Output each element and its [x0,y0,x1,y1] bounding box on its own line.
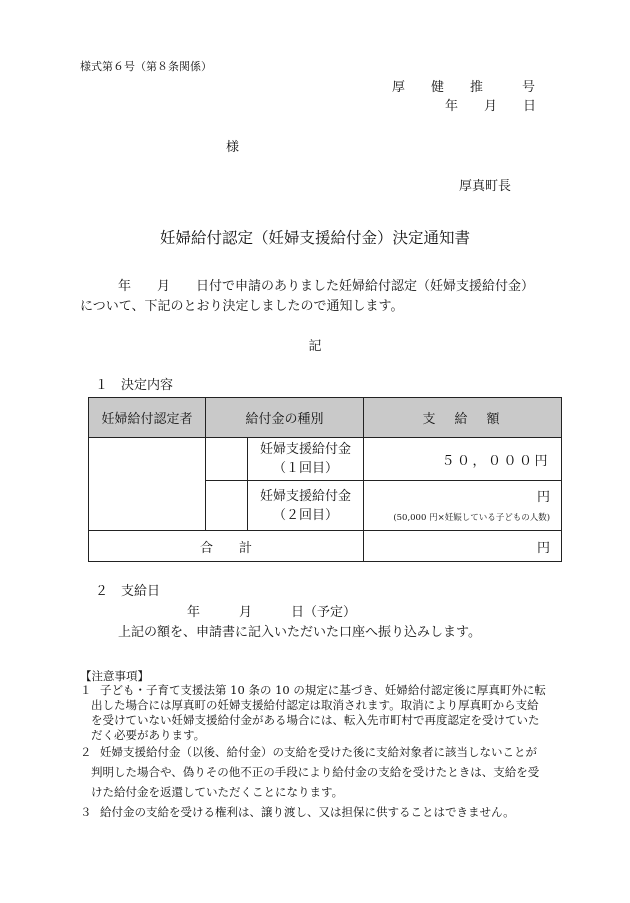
note-line: 判明した場合や、偽りその他不正の手段により給付金の支給を受けたときは、支給を受 [91,765,540,779]
payment-date: 年 月 日（予定） [187,605,357,620]
note-line [80,742,539,762]
note-item [80,804,515,820]
recipient-cell [89,438,206,531]
section-heading-payment-date: ２ 支給日 [95,584,161,599]
decision-table [88,397,562,562]
note-line: けた給付金を返還していただくことになります。 [91,785,344,799]
recipient-honorific: 様 [226,140,240,155]
amount-value: ５０，０００円 [441,453,551,469]
note-text: 給付金の支給を受ける権利は、譲り渡し、又は担保に供することはできません。 [100,805,515,819]
header-benefit-type: 給付金の種別 [206,398,364,438]
type-sub-cell [206,481,248,531]
total-amount: 円 [364,531,562,562]
issue-date: 年 月 日 [445,99,537,114]
type-sub-cell [206,438,248,481]
note-number: １ [80,683,92,697]
header-recipient: 妊婦給付認定者 [89,398,206,438]
ki-marker: 記 [308,339,322,354]
note-text: 子ども・子育て支援法第 10 条の 10 の規定に基づき、妊婦給付認定後に厚真町外に転 [100,683,546,697]
benefit-type-label: 妊婦支援給付金 [260,488,352,504]
amount-cell [364,481,562,531]
total-label: 合 計 [89,531,364,562]
note-line: を受けていない妊婦支援給付金がある場合には、転入先市町村で再度認定を受けていた [91,713,540,727]
note-number: ２ [80,745,92,759]
section-heading-decision: １ 決定内容 [95,378,174,393]
table-row [89,438,562,481]
document-title: 妊婦給付認定（妊婦支援給付金）決定通知書 [159,229,470,247]
amount-formula-note: (50,000 円×妊娠している子どもの人数) [393,513,551,523]
benefit-type-label: 妊婦支援給付金 [260,442,352,457]
note-item [80,683,546,743]
form-number: 様式第６号（第８条関係） [80,60,212,73]
benefit-type-cell [248,481,364,531]
header-amount: 支 給 額 [364,398,562,438]
body-text-line: 年 月 日付で申請のありました妊婦給付認定（妊婦支援給付金） [118,279,535,294]
benefit-round-label: （２回目） [273,507,339,523]
benefit-type-cell [248,438,364,481]
note-text: 妊婦支援給付金（以後、給付金）の支給を受けた後に支給対象者に該当しないことが [100,745,537,759]
table-header-row [89,398,562,438]
table-total-row [89,531,562,562]
note-line [80,683,546,698]
note-line: だく必要があります。 [91,728,206,742]
transfer-note: 上記の額を、申請書に記入いただいた口座へ振り込みします。 [118,625,481,640]
benefit-round-label: （１回目） [273,461,339,476]
note-line [80,804,515,820]
issuer-name: 厚真町長 [459,179,512,194]
document-number: 厚 健 推 号 [392,80,536,95]
note-item [80,742,539,802]
note-line: 出した場合には厚真町の妊婦支援給付認定は取消されます。取消により厚真町から支給 [91,698,539,712]
amount-value: 円 [537,490,551,505]
amount-cell [364,438,562,481]
notes-heading: 【注意事項】 [80,669,149,683]
note-number: ３ [80,805,92,819]
body-text-line: について、下記のとおり決定しましたので通知します。 [80,299,404,314]
